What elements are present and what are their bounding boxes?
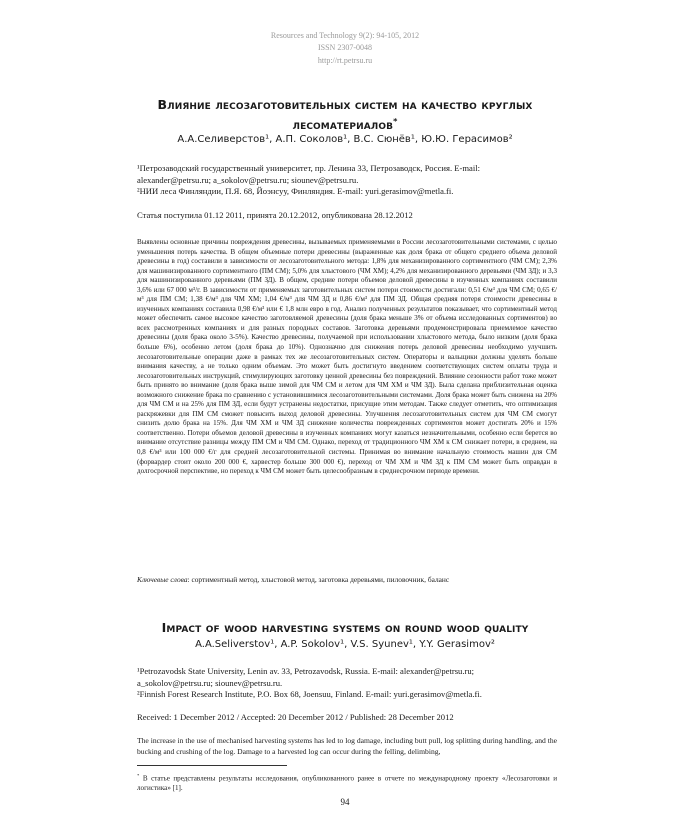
issn: ISSN 2307-0048 bbox=[317, 43, 372, 52]
ru-title-footnote-mark[interactable]: * bbox=[393, 116, 398, 126]
footnote-text: В статье представлены результаты исследования, опубликованного ранее в отчете по международному проекту «Лесозаготовки и логистика» [1]. bbox=[137, 774, 557, 793]
page-number: 94 bbox=[340, 797, 350, 807]
en-abstract-start: The increase in the use of mechanised harvesting systems has led to log damage, including butt pull, log splitting during handling, and the bucking and crushing of the log. Damage to a harvested log can occur during the felling, delimbing, bbox=[137, 736, 557, 756]
ru-dates: Статья поступила 01.12 2011, принята 20.12.2012, опубликована 28.12.2012 bbox=[137, 210, 413, 220]
ru-title-line1: Влияние лесозаготовительных систем на качество круглых bbox=[157, 97, 533, 112]
ru-affiliation-2: ²НИИ леса Финляндии, П.Я. 68, Йоэнсуу, Финляндия. E-mail: yuri.gerasimov@metla.fi. bbox=[137, 186, 454, 196]
footnote-divider bbox=[137, 765, 287, 766]
en-affiliation-2: ²Finnish Forest Research Institute, P.O. Box 68, Joensuu, Finland. E-mail: yuri.gerasimov@metla.fi. bbox=[137, 689, 482, 699]
ru-affiliation-1-line1: ¹Петрозаводский государственный университет, пр. Ленина 33, Петрозаводск, Россия. E-mail: bbox=[137, 163, 481, 173]
ru-authors: А.А.Селиверстов¹, А.П. Соколов¹, В.С. Сюнёв¹, Ю.Ю. Герасимов² bbox=[177, 134, 513, 145]
en-title: Impact of wood harvesting systems on round wood quality bbox=[161, 620, 529, 635]
ru-affiliation-1-line2: alexander@petrsu.ru; a_sokolov@petrsu.ru; siounev@petrsu.ru. bbox=[137, 174, 359, 185]
ru-title-line2: лесоматериалов bbox=[292, 117, 394, 133]
journal-url[interactable]: http://rt.petrsu.ru bbox=[317, 56, 373, 65]
en-authors: A.A.Seliverstov¹, A.P. Sokolov¹, V.S. Syunev¹, Y.Y. Gerasimov² bbox=[195, 639, 495, 650]
ru-title bbox=[110, 96, 580, 133]
journal-citation: Resources and Technology 9(2): 94-105, 2012 bbox=[270, 31, 420, 40]
ru-abstract: Выявлены основные причины повреждения древесины, вызываемых применяемыми в России лесозаготовительными системами, с целью уменьшения потерь качества. В общем объемные потери древесины (выраженные как доля брака от общего среднего объема деловой древесины в год) составили в зависимости от лесозаготовительного метода: 1,8% для механизированного сортиментного (ЧМ СМ); 2,3% для машинизированного сортиментного (ПМ СМ); 5,0% для хлыстового (ЧМ ХМ); 4,2% для механизированного деревьями (ЧМ ЗД); и 3,3 для машинизированного деревьями (ПМ ЗД). В общем, средние потери объемов деловой древесины в изученных компаниях составили 3,6% или 67 000 м³/г. В зависимости от применяемых заготовительных систем потери стоимости достигали: 0,51 €/м³ для ЧМ СМ; 0,65 €/м³ для ПМ СМ; 1,38 €/м³ для ЧМ ХМ; 1,04 €/м³ для ЧМ ЗД и 0,86 €/м³ для ПМ ЗД. Общая средняя потеря стоимости древесины в изученных компаниях составила 0,98 €/м³ или € 1,8 млн евро в год. Анализ полученных результатов показывает, что сортиментный метод может обеспечить самое высокое качество заготовляемой древесины (доля брака меньше 3% от объема исследованных сортиментов) во всех рассмотренных компаниях и для разных породных составов. Заготовка деревьями продемонстрировала приемлемое качество древесины (доля брака около 3-5%). Качество древесины, получаемой при использовании хлыстового метода, было низким (доля брака больше 6%), особенно летом (доля брака до 10%). Однозначно для снижения потерь деловой древесины необходимо улучшить лесозаготовительные операции даже в рамках тех же лесозаготовительных систем. Операторы и вальщики должны уделять больше внимания качеству, а не только одним объемам. Это может быть достигнуто введением соответствующих систем оплаты труда и лесозаготовительных инструкций, стимулирующих заготовку ценной древесины без повреждений. Влияние сезонности работ тоже может быть принято во внимание (доля брака выше зимой для ЧМ СМ и летом для ЧМ ХМ и ЧМ ЗД). Была сделана приблизительная оценка возможного снижение брака по сравнению с установившимися лесозаготовительными системами. Доля брака может быть снижена на 20% для ЧМ СМ и на 25% для ПМ ЗД, если будут устранены недостатки, присущие этим методам. Также следует отметить, что оптимизация раскряжевки для ПМ СМ сможет повысить выход деловой древесины. Улучшения лесозаготовительных систем для ЧМ СМ смогут снизить долю брака на 15%. Для ЧМ ХМ и ЧМ ЗД снижение количества поврежденных сортиментов может достигать 20% и 15% соответственно. Потери объемов деловой древесины в изученных компаниях могут казаться незначительными, особенно если берется во внимание отсутствие разницы между ПМ СМ и ЧМ СМ. Однако, переход от традиционного ЧМ ХМ к СМ снижает потери, в среднем, на 0,8 €/м³ или 100 000 €/г для средней лесозаготовительной системы. Принимая во внимание начальную стоимость машин для СМ (форвардер стоит около 200 000 €, харвестер больше 300 000 €), переход от ЧМ ХМ и ЧМ ЗД к ПМ СМ может быть оправдан в долгосрочной перспективе, но переход к ЧМ СМ может быть целесообразным в среднесрочном периоде времени. bbox=[137, 238, 557, 476]
ru-title-line2-wrap bbox=[110, 113, 580, 133]
ru-keywords-label: Ключевые слова bbox=[137, 575, 188, 584]
en-affiliations bbox=[137, 666, 557, 701]
en-dates: Received: 1 December 2012 / Accepted: 20 December 2012 / Published: 28 December 2012 bbox=[137, 712, 454, 722]
en-affiliation-1-line2: a_sokolov@petrsu.ru; siounev@petrsu.ru. bbox=[137, 677, 283, 688]
ru-keywords bbox=[137, 575, 557, 584]
ru-affiliations bbox=[137, 163, 557, 198]
en-affiliation-1-line1: ¹Petrozavodsk State University, Lenin av. 33, Petrozavodsk, Russia. E-mail: alexander@petrsu.ru; bbox=[137, 666, 475, 676]
ru-keywords-list: : сортиментный метод, хлыстовой метод, заготовка деревьями, пиловочник, баланс bbox=[187, 575, 450, 584]
footnote bbox=[137, 771, 557, 793]
footnote-mark: * bbox=[137, 773, 140, 778]
